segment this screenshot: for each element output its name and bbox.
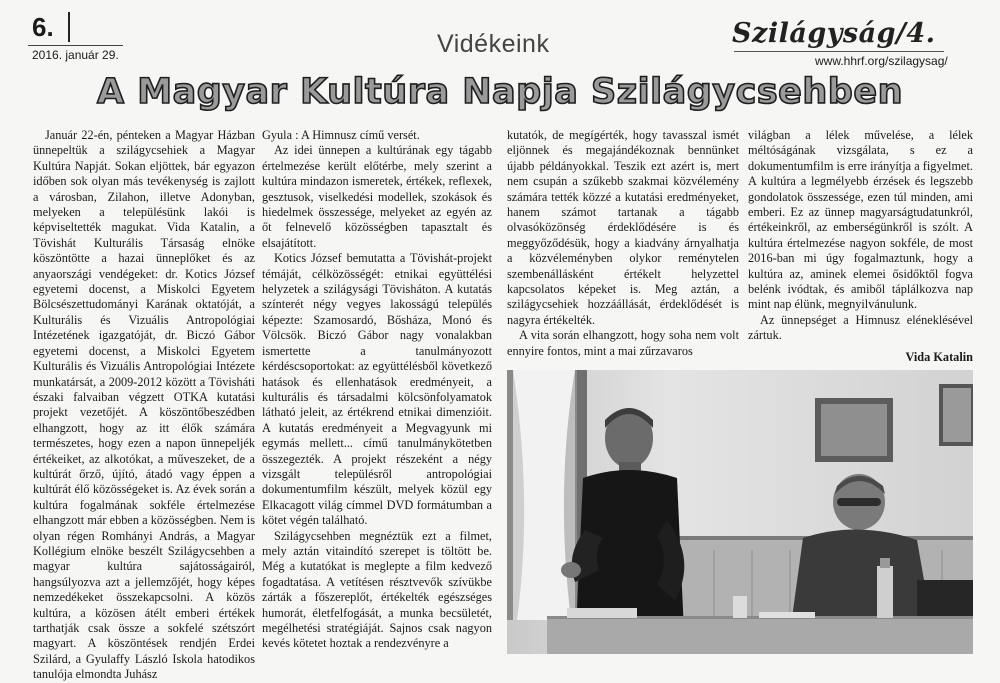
article-column-3	[507, 128, 739, 359]
page-number: 6.	[32, 12, 54, 42]
paragraph: Az idei ünnepen a kultúrának egy tágabb értelmezése került előtérbe, mely szerint a kultúra mindazon ismeretek, értékek, reflexek, gesztusok, viselkedési modellek, szokások és hiedelmek összessége, melyeket az egyén az őt felnevelő közösségben tapasztalt és elsajátított.	[262, 143, 492, 250]
paragraph: A vita során elhangzott, hogy soha nem volt ennyire fontos, mint a mai zűrzavaros	[507, 328, 739, 358]
section-title: Vidékeink	[437, 30, 550, 58]
date-rule	[28, 45, 123, 46]
paragraph: kutatók, de megígérték, hogy tavasszal ismét eljönnek és megajándékoznak bennünket újabb példányokkal. Teszik ezt azért is, mert nem csupán a szűkebb szakmai közvélemény számára tették közzé a kutatási eredményeket, hanem számot tartanak a tágabb olvasóközönség érdeklődésére is és meggyőződésük, hogy a kiadvány árnyalhatja a közvéleményben olykor reménytelen szembenállásként értékelt helyzettel kapcsolatos képeket is. Meg aztán, a szilágycsehiek hozzáállását, érdeklődését is nagyra értékelték.	[507, 128, 739, 327]
article-column-1	[33, 128, 255, 683]
paragraph: Kotics József bemutatta a Tövishát-projekt témáját, célközösségét: etnikai együttélési helyzetek a szilágysági Tövisháton. A kutatás színterét négy vegyes lakosságú település képezte: Szamosardó, Bősháza, Monó és Völcsök. Biczó Gábor nagy vonalakban ismertette a tanulmányozott kérdéscsoportokat: az együttélésből következő hatások és ellenhatások eredményeit, a kulturális és társadalmi kölcsönfolyamatok látható jeleit, az értékrend etnikai dimenzióit. A kutatás eredményeit a Megvagyunk mi egymás mellett... című tanulmánykötetben összegezték. A projekt részeként a négy vizsgált településről antropológiai dokumentumfilm készült, melyek közül egy Elkacagott világ címmel DVD formátumban a kötet végén található.	[262, 251, 492, 528]
issue-date: 2016. január 29.	[32, 48, 119, 62]
article-column-2	[262, 128, 492, 652]
event-photo-graphic	[507, 370, 973, 654]
page-number-divider	[68, 12, 70, 42]
brand-logo: Szilágyság/4.	[732, 18, 936, 49]
brand-rule	[734, 51, 944, 52]
event-photo	[507, 370, 973, 654]
paragraph: Gyula : A Himnusz című versét.	[262, 128, 420, 142]
article-column-4	[748, 128, 973, 365]
paragraph: Január 22-én, pénteken a Magyar Házban ünnepeltük a szilágycsehiek a Magyar Kultúra Napját. Sokan eljöttek, bár egyazon időben sok olyan más tevékenység is zajlott a városban, Zilahon, illetve Adonyban, melyeken a településünk lakói is képviseltették magukat. Vida Katalin, a Tövishát Kulturális Társaság elnöke köszöntötte a hazai ünneplőket és az anyaországi vendégeket: dr. Kotics József egyetemi docenst, a Miskolci Egyetem Bölcsészettudományi Karának oktatóját, a Kulturális és Vizuális Antropológiai Intézetének igazgatóját, dr. Biczó Gábor egyetemi docenst, a Miskolci Egyetem Kulturális és Vizuális Antropológiai Intézete munkatársát, a 2009-2012 között a Tövisháti északi falvaiban végzett OTKA kutatási projekt vezetőjét. A köszöntőbeszédben elhangzott, hogy az itt élők számára természetes, hogy ezen a napon ünnepeljék értékeiket, az alkotókat, a műveszeket, de a kultúrát őrző, újító, átadó vagy éppen a kultúrát élő közösségeket is. Az évek során a kultúra fogalmának sokféle értelmezése elhangzott már ebben a közösségben. Nem is olyan régen Romhányi András, a Magyar Kollégium elnöke beszélt Szilágycsehben a magyar kultúra sajátosságairól, hangsúlyozva azt a jellemzőjét, hogy képes nemzedékeket összekapcsolni. A közös kultúra, a közösen átélt emberi értékek tarthatják csak össze a sokfelé szétszórt magyart. A köszöntések rendjén Erdei Szilárd, a Gyulaffy László Iskola hatodikos tanulója elmondta Juhász	[33, 128, 255, 682]
paragraph: Szilágycsehben megnéztük ezt a filmet, mely aztán vitaindító szerepet is töltött be. Még a kutatókat is meglepte a film kedvező fogadtatása. A vetítésen résztvevők szívükbe zárták a főszereplőt, értékelték egészséges humorát, életfelfogását, a munka becsületét, megélhetési stratégiáját. Sajnos csak nagyon kevés kötetet hoztak a rendezvényre a	[262, 528, 492, 651]
author-signature: Vida Katalin	[905, 349, 973, 364]
website-url[interactable]: www.hhrf.org/szilagysag/	[815, 54, 948, 68]
headline: A Magyar Kultúra Napja Szilágycsehben	[96, 72, 904, 112]
paragraph: Az ünnepséget a Himnusz eléneklésével zártuk.	[748, 312, 973, 343]
paragraph: világban a lélek művelése, a lélek méltóságának vizsgálata, s ez a dokumentumfilm is erre irányítja a figyelmet. A kultúra a legmélyebb érzések és legszebb gondolatok összessége, ezen túl minden, ami emberi. Ez az ünnep magyarságtudatunkról, értékeinkről, az emberségünkről is szólt. A kultúra értelmezése nagyon sokféle, de most 2016-ban mi úgy fogalmaztunk, hogy a kultúra az, aminek elemei ősidőktől fogva belénk ivódtak, és amiből táplálkozva nap mint nap élünk, megnyilvánulunk.	[748, 128, 973, 312]
